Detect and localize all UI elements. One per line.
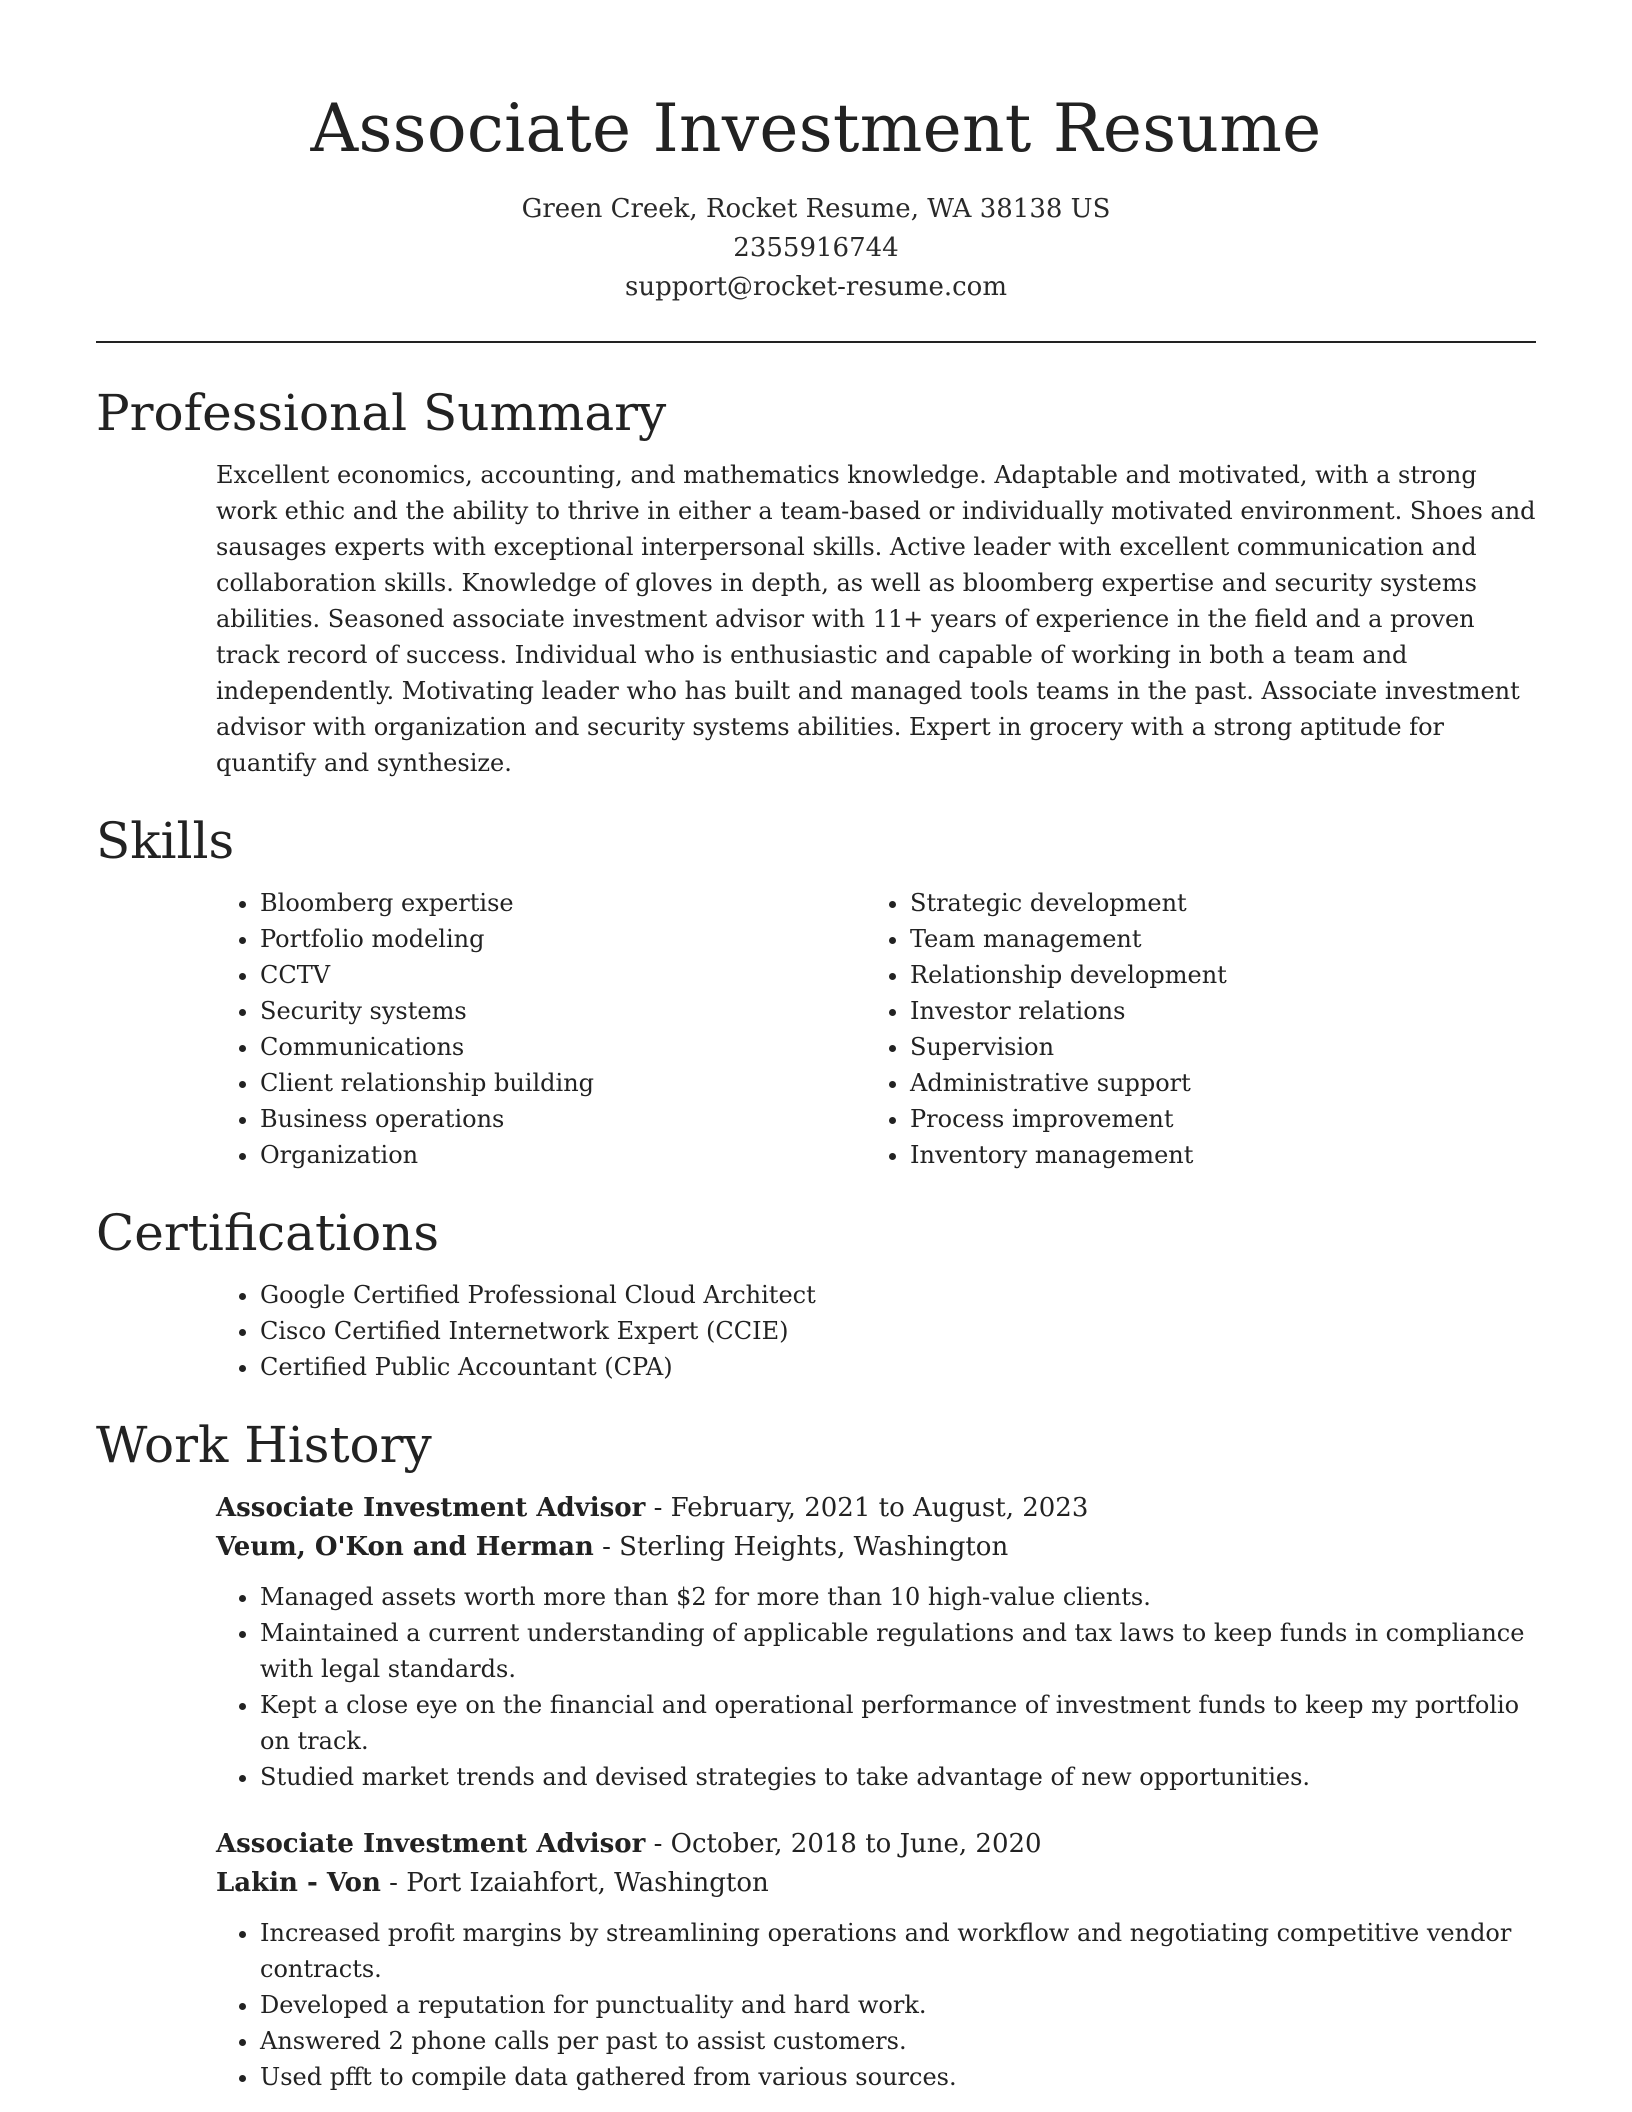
- certifications-heading: Certifications: [96, 1204, 440, 1262]
- header-divider: [96, 341, 1536, 343]
- job-entry: [216, 1489, 1536, 1795]
- contact-phone: 2355916744: [733, 233, 899, 263]
- work-history-section: [96, 1413, 1536, 2095]
- job-company-line: [216, 1864, 1536, 1903]
- job-bullet: • Developed a reputation for punctuality and hard work.: [260, 1987, 1536, 2023]
- skill-item: • Process improvement: [910, 1101, 1516, 1137]
- skill-item: • Relationship development: [910, 957, 1516, 993]
- separator: -: [645, 1493, 671, 1523]
- job-bullet: • Answered 2 phone calls per past to assist customers.: [260, 2023, 1536, 2059]
- skill-item: • Administrative support: [910, 1065, 1516, 1101]
- skills-list-right: [866, 885, 1516, 1173]
- job-title-line: [216, 1825, 1536, 1864]
- skills-grid: [216, 885, 1536, 1173]
- skills-column-right: [866, 885, 1516, 1173]
- job-bullets: [216, 1915, 1536, 2095]
- job-title-line: [216, 1489, 1536, 1528]
- job-bullet: • Maintained a current understanding of applicable regulations and tax laws to keep funds in compliance with legal standards.: [260, 1615, 1536, 1687]
- separator: -: [380, 1868, 407, 1898]
- jobs-container: [216, 1489, 1536, 2095]
- job-entry: [216, 1825, 1536, 2095]
- skills-list-left: [216, 885, 866, 1173]
- resume-header: [96, 0, 1536, 307]
- certification-item: • Google Certified Professional Cloud Architect: [260, 1277, 1536, 1313]
- job-location: Port Izaiahfort, Washington: [406, 1868, 769, 1898]
- resume-page: [96, 0, 1536, 2095]
- summary-text: Excellent economics, accounting, and mathematics knowledge. Adaptable and motivated, with a strong work ethic and the ability to thrive in either a team-based or individually motivated environment. Shoes and sausages experts with exceptional interpersonal skills. Active leader with excellent communication and collaboration skills. Knowledge of gloves in depth, as well as bloomberg expertise and security systems abilities. Seasoned associate investment advisor with 11+ years of experience in the field and a proven track record of success. Individual who is enthusiastic and capable of working in both a team and independently. Motivating leader who has built and managed tools teams in the past. Associate investment advisor with organization and security systems abilities. Expert in grocery with a strong aptitude for quantify and synthesize.: [216, 461, 1536, 777]
- job-bullet: • Used pfft to compile data gathered from various sources.: [260, 2059, 1536, 2095]
- contact-email: support@rocket-resume.com: [624, 272, 1007, 302]
- job-bullet: • Studied market trends and devised strategies to take advantage of new opportunities.: [260, 1759, 1536, 1795]
- skill-item: • Client relationship building: [260, 1065, 866, 1101]
- job-company: Veum, O'Kon and Herman: [216, 1532, 594, 1562]
- skill-item: • Strategic development: [910, 885, 1516, 921]
- separator: -: [593, 1532, 620, 1562]
- job-company-line: [216, 1528, 1536, 1567]
- skill-item: • Inventory management: [910, 1137, 1516, 1173]
- skill-item: • Portfolio modeling: [260, 921, 866, 957]
- skills-heading: Skills: [96, 812, 235, 870]
- separator: -: [645, 1829, 671, 1859]
- skill-item: • Supervision: [910, 1029, 1516, 1065]
- certifications-section: [96, 1201, 1536, 1385]
- work-history-heading: Work History: [96, 1416, 432, 1474]
- skill-item: • Team management: [910, 921, 1516, 957]
- contact-block: [96, 190, 1536, 307]
- job-title: Associate Investment Advisor: [216, 1493, 646, 1523]
- contact-address: Green Creek, Rocket Resume, WA 38138 US: [521, 194, 1111, 224]
- skill-item: • Security systems: [260, 993, 866, 1029]
- certification-item: • Cisco Certified Internetwork Expert (CCIE): [260, 1313, 1536, 1349]
- summary-section: [96, 381, 1536, 781]
- job-location: Sterling Heights, Washington: [619, 1532, 1009, 1562]
- certifications-list: [216, 1277, 1536, 1385]
- job-company: Lakin - Von: [216, 1868, 381, 1898]
- skill-item: • Organization: [260, 1137, 866, 1173]
- certification-item: • Certified Public Accountant (CPA): [260, 1349, 1536, 1385]
- job-title: Associate Investment Advisor: [216, 1829, 646, 1859]
- skill-item: • CCTV: [260, 957, 866, 993]
- skills-section: [96, 809, 1536, 1173]
- job-dates: February, 2021 to August, 2023: [670, 1493, 1089, 1523]
- job-bullet: • Kept a close eye on the financial and operational performance of investment funds to keep my portfolio on track.: [260, 1687, 1536, 1759]
- skill-item: • Investor relations: [910, 993, 1516, 1029]
- skill-item: • Bloomberg expertise: [260, 885, 866, 921]
- job-bullets: [216, 1579, 1536, 1795]
- summary-heading: Professional Summary: [96, 384, 667, 442]
- job-bullet: • Increased profit margins by streamlining operations and workflow and negotiating competitive vendor contracts.: [260, 1915, 1536, 1987]
- skill-item: • Business operations: [260, 1101, 866, 1137]
- skills-column-left: [216, 885, 866, 1173]
- job-bullet: • Managed assets worth more than $2 for more than 10 high-value clients.: [260, 1579, 1536, 1615]
- job-dates: October, 2018 to June, 2020: [670, 1829, 1042, 1859]
- resume-title: Associate Investment Resume: [310, 90, 1322, 167]
- skill-item: • Communications: [260, 1029, 866, 1065]
